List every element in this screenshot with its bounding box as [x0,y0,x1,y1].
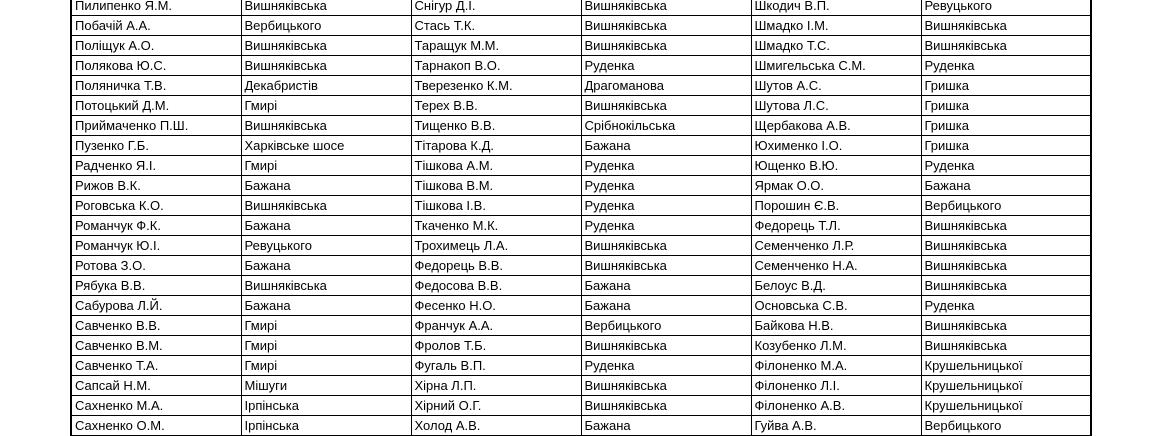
street-cell: Бажана [581,136,751,156]
name-cell: Хірна Л.П. [411,376,581,396]
street-cell: Руденка [581,196,751,216]
table-row [71,0,1091,16]
street-cell: Вишняківська [581,376,751,396]
street-cell: Вишняківська [581,0,751,16]
name-cell: Снігур Д.І. [411,0,581,16]
name-cell: Тішкова В.М. [411,176,581,196]
name-cell: Рябука В.В. [71,276,241,296]
street-cell: Гришка [921,76,1091,96]
name-cell: Щербакова А.В. [751,116,921,136]
street-cell: Руденка [921,56,1091,76]
table-body [71,0,1091,436]
street-cell: Гришка [921,96,1091,116]
street-cell: Вишняківська [921,236,1091,256]
street-cell: Вишняківська [921,336,1091,356]
table-row [71,36,1091,56]
street-cell: Бажана [921,176,1091,196]
street-cell: Бажана [581,296,751,316]
name-cell: Тищенко В.В. [411,116,581,136]
name-cell: Федорець В.В. [411,256,581,276]
street-cell: Декабристів [241,76,411,96]
street-cell: Гмирі [241,336,411,356]
street-cell: Гришка [921,136,1091,156]
name-cell: Ющенко В.Ю. [751,156,921,176]
name-cell: Ярмак О.О. [751,176,921,196]
street-cell: Вишняківська [921,36,1091,56]
street-cell: Руденка [921,296,1091,316]
residents-table [70,0,1092,436]
street-cell: Ревуцького [921,0,1091,16]
street-cell: Вербицького [241,16,411,36]
street-cell: Крушельницької [921,356,1091,376]
name-cell: Потоцький Д.М. [71,96,241,116]
street-cell: Вишняківська [241,56,411,76]
street-cell: Вишняківська [241,0,411,16]
street-cell: Ірпінська [241,416,411,436]
street-cell: Вишняківська [581,236,751,256]
street-cell: Вишняківська [921,16,1091,36]
street-cell: Вишняківська [581,16,751,36]
name-cell: Шкодич В.П. [751,0,921,16]
name-cell: Шутова Л.С. [751,96,921,116]
street-cell: Руденка [921,156,1091,176]
name-cell: Козубенко Л.М. [751,336,921,356]
name-cell: Тверезенко К.М. [411,76,581,96]
street-cell: Крушельницької [921,376,1091,396]
table-row [71,136,1091,156]
street-cell: Крушельницької [921,396,1091,416]
name-cell: Полякова Ю.С. [71,56,241,76]
street-cell: Руденка [581,216,751,236]
street-cell: Бажана [241,176,411,196]
name-cell: Франчук А.А. [411,316,581,336]
name-cell: Савченко Т.А. [71,356,241,376]
name-cell: Савченко В.М. [71,336,241,356]
street-cell: Вишняківська [581,336,751,356]
name-cell: Шмадко Т.С. [751,36,921,56]
name-cell: Стась Т.К. [411,16,581,36]
table-row [71,196,1091,216]
name-cell: Гуйва А.В. [751,416,921,436]
table-row [71,376,1091,396]
name-cell: Белоус В.Д. [751,276,921,296]
street-cell: Гришка [921,116,1091,136]
name-cell: Приймаченко П.Ш. [71,116,241,136]
street-cell: Вишняківська [241,196,411,216]
street-cell: Харківське шосе [241,136,411,156]
table-row [71,176,1091,196]
name-cell: Філоненко А.В. [751,396,921,416]
name-cell: Федорець Т.Л. [751,216,921,236]
name-cell: Фролов Т.Б. [411,336,581,356]
table-row [71,296,1091,316]
street-cell: Ревуцького [241,236,411,256]
name-cell: Семенченко Н.А. [751,256,921,276]
table-row [71,76,1091,96]
table-row [71,336,1091,356]
street-cell: Вербицького [921,196,1091,216]
street-cell: Вишняківська [581,256,751,276]
street-cell: Вишняківська [921,256,1091,276]
name-cell: Терех В.В. [411,96,581,116]
table-row [71,96,1091,116]
name-cell: Ткаченко М.К. [411,216,581,236]
table-row [71,16,1091,36]
name-cell: Фугаль В.П. [411,356,581,376]
table-row [71,56,1091,76]
street-cell: Вишняківська [921,276,1091,296]
street-cell: Вербицького [581,316,751,336]
name-cell: Сахненко О.М. [71,416,241,436]
name-cell: Радченко Я.І. [71,156,241,176]
street-cell: Вишняківська [581,396,751,416]
name-cell: Сабурова Л.Й. [71,296,241,316]
street-cell: Гмирі [241,156,411,176]
name-cell: Романчук Ф.К. [71,216,241,236]
name-cell: Тітарова К.Д. [411,136,581,156]
name-cell: Романчук Ю.І. [71,236,241,256]
name-cell: Поляничка Т.В. [71,76,241,96]
name-cell: Таращук М.М. [411,36,581,56]
name-cell: Пилипенко Я.М. [71,0,241,16]
name-cell: Ротова З.О. [71,256,241,276]
street-cell: Руденка [581,176,751,196]
name-cell: Фесенко Н.О. [411,296,581,316]
name-cell: Трохимець Л.А. [411,236,581,256]
name-cell: Тішкова А.М. [411,156,581,176]
street-cell: Вишняківська [581,96,751,116]
street-cell: Руденка [581,356,751,376]
name-cell: Пузенко Г.Б. [71,136,241,156]
street-cell: Вишняківська [241,116,411,136]
name-cell: Юхименко І.О. [751,136,921,156]
name-cell: Шмадко І.М. [751,16,921,36]
name-cell: Шутов А.С. [751,76,921,96]
street-cell: Руденка [581,56,751,76]
street-cell: Бажана [581,276,751,296]
name-cell: Порошин Є.В. [751,196,921,216]
street-cell: Ірпінська [241,396,411,416]
table-row [71,396,1091,416]
street-cell: Мішуги [241,376,411,396]
street-cell: Срібнокільська [581,116,751,136]
name-cell: Савченко В.В. [71,316,241,336]
name-cell: Холод А.В. [411,416,581,436]
street-cell: Бажана [241,296,411,316]
street-cell: Гмирі [241,316,411,336]
table-row [71,216,1091,236]
name-cell: Поліщук А.О. [71,36,241,56]
street-cell: Бажана [241,256,411,276]
street-cell: Вербицького [921,416,1091,436]
table-row [71,276,1091,296]
name-cell: Сахненко М.А. [71,396,241,416]
street-cell: Вишняківська [921,316,1091,336]
name-cell: Філоненко Л.І. [751,376,921,396]
name-cell: Рижов В.К. [71,176,241,196]
name-cell: Тішкова І.В. [411,196,581,216]
street-cell: Бажана [581,416,751,436]
table-row [71,236,1091,256]
table-row [71,256,1091,276]
name-cell: Роговська К.О. [71,196,241,216]
street-cell: Вишняківська [241,36,411,56]
name-cell: Філоненко М.А. [751,356,921,376]
street-cell: Вишняківська [241,276,411,296]
name-cell: Байкова Н.В. [751,316,921,336]
name-cell: Федосова В.В. [411,276,581,296]
name-cell: Шмигельська С.М. [751,56,921,76]
name-cell: Хірний О.Г. [411,396,581,416]
street-cell: Драгоманова [581,76,751,96]
name-cell: Тарнакоп В.О. [411,56,581,76]
name-cell: Побачій А.А. [71,16,241,36]
table-row [71,316,1091,336]
table-row [71,116,1091,136]
name-cell: Семенченко Л.Р. [751,236,921,256]
name-cell: Основська С.В. [751,296,921,316]
name-cell: Сапсай Н.М. [71,376,241,396]
street-cell: Гмирі [241,356,411,376]
table-row [71,416,1091,436]
street-cell: Гмирі [241,96,411,116]
street-cell: Вишняківська [581,36,751,56]
street-cell: Руденка [581,156,751,176]
street-cell: Бажана [241,216,411,236]
table-row [71,356,1091,376]
street-cell: Вишняківська [921,216,1091,236]
table-row [71,156,1091,176]
